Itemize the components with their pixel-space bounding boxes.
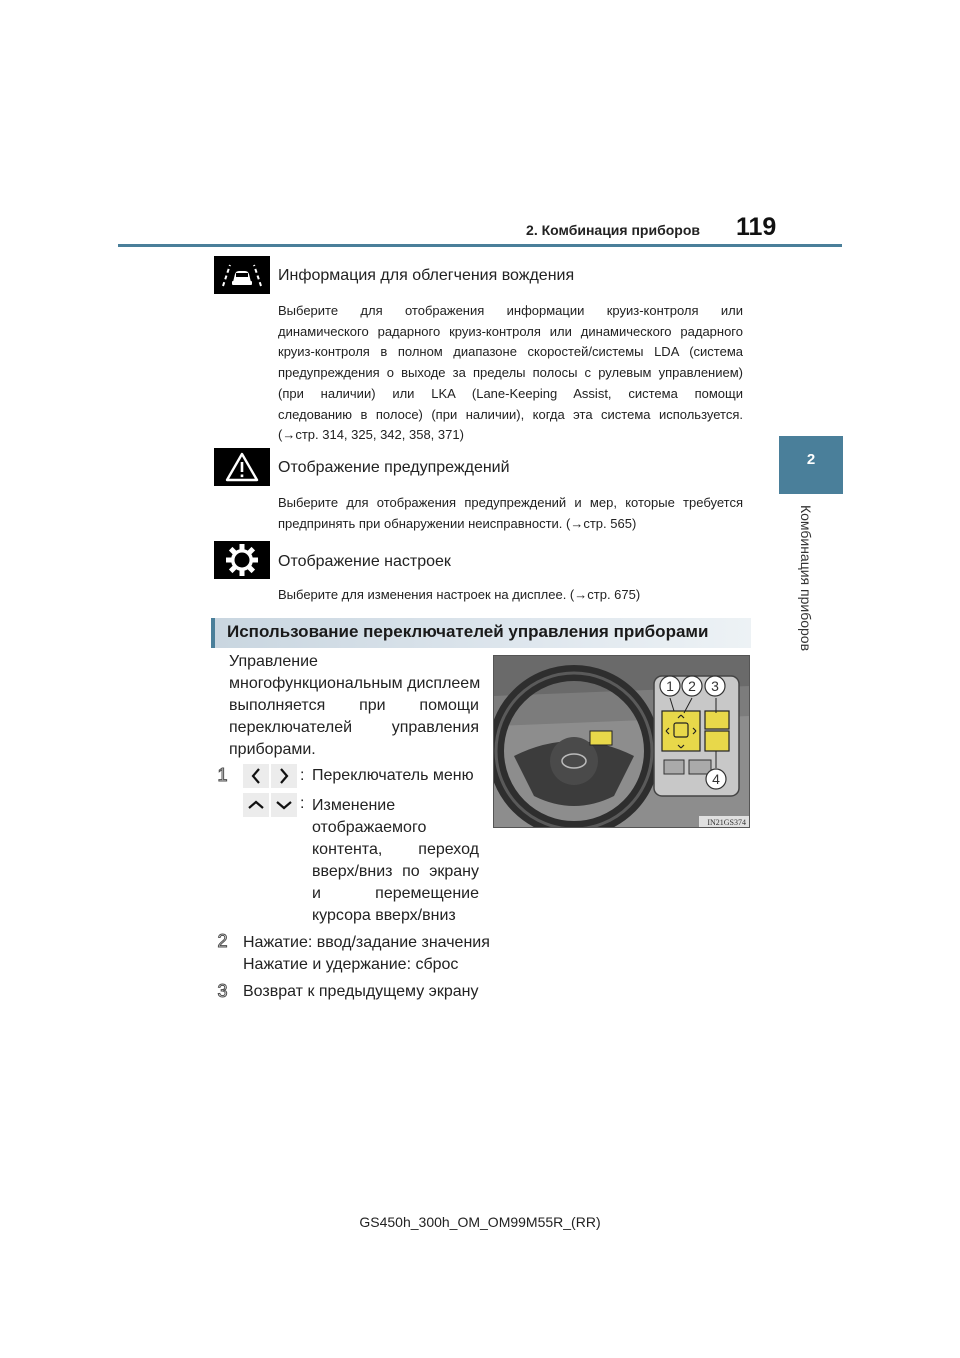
paragraph-line: предпринять при обнаружении неисправности. (→стр. 565) xyxy=(278,515,637,531)
item-line: Изменение xyxy=(312,797,396,814)
header-rule xyxy=(118,244,842,247)
paragraph-line: круиз-контроля в полном диапазоне скоростей/системы LDA (система xyxy=(278,344,743,360)
item-line: контента, переход xyxy=(312,841,479,858)
intro-line: приборами. xyxy=(229,741,316,758)
steering-wheel-illustration xyxy=(493,655,750,828)
item-colon: : xyxy=(300,767,305,784)
item-line: отображаемого xyxy=(312,819,427,836)
callout-label: 1 xyxy=(666,678,674,694)
item-line: Нажатие: ввод/задание значения xyxy=(243,934,490,951)
intro-line: переключателей управления xyxy=(229,719,479,736)
settings-description: Выберите для изменения настроек на дисплее. (→стр. 675) xyxy=(278,587,641,602)
paragraph-line: Выберите для отображения информации круиз-контроля или xyxy=(278,303,743,318)
section-title-warnings: Отображение предупреждений xyxy=(278,459,510,476)
chevron-left-icon xyxy=(243,764,269,788)
item-number-1: 1 xyxy=(217,765,228,785)
item-number-2: 2 xyxy=(217,931,228,951)
intro-line: Управление xyxy=(229,653,318,670)
item-number-3: 3 xyxy=(217,981,228,1001)
section-title-settings: Отображение настроек xyxy=(278,553,451,570)
section-banner xyxy=(211,618,751,648)
running-header-title: 2. Комбинация приборов xyxy=(526,222,700,238)
paragraph-line: Выберите для отображения предупреждений и мер, которые требуется xyxy=(278,495,743,510)
paragraph-line: (при наличии) или LKA (Lane-Keeping Assist, система помощи xyxy=(278,385,743,401)
item-colon: : xyxy=(300,795,305,812)
steering-wheel-drawing xyxy=(494,656,749,827)
callout-label: 3 xyxy=(711,678,719,694)
driving-assist-icon xyxy=(214,256,270,294)
document-code: GS450h_300h_OM_OM99M55R_(RR) xyxy=(359,1214,601,1230)
chevron-down-icon xyxy=(271,793,297,817)
gear-icon xyxy=(214,541,270,579)
page-number: 119 xyxy=(736,213,777,241)
item-line: вверх/вниз по экрану xyxy=(312,863,479,880)
item-line: Нажатие и удержание: сброс xyxy=(243,956,459,973)
item-line: и перемещение xyxy=(312,885,479,902)
item-text-menu-switch: Переключатель меню xyxy=(312,767,474,784)
switch-intro xyxy=(229,651,479,761)
paragraph-line: следованию в полосе) (при наличии), когда эта система используется. xyxy=(278,406,743,422)
intro-line: выполняется при помощи xyxy=(229,697,479,714)
intro-line: многофункциональным дисплеем xyxy=(229,675,481,692)
item-text-up-down xyxy=(312,795,479,927)
warnings-description xyxy=(278,493,743,534)
callout-label: 2 xyxy=(688,678,696,694)
item-text-back: Возврат к предыдущему экрану xyxy=(243,983,479,1000)
chapter-tab-title: Комбинация приборов xyxy=(798,504,814,652)
page-reference: (→стр. 314, 325, 342, 358, 371) xyxy=(278,427,464,443)
section-banner-title: Использование переключателей управления приборами xyxy=(227,622,709,641)
warning-triangle-icon xyxy=(214,448,270,486)
section-title-driving-assist: Информация для облегчения вождения xyxy=(278,267,575,284)
item-line: курсора вверх/вниз xyxy=(312,907,456,924)
callout-label: 4 xyxy=(712,771,720,787)
chapter-tab: 2 xyxy=(779,436,843,494)
driving-assist-description xyxy=(278,301,743,446)
illustration-code: IN21GS374 xyxy=(707,818,746,827)
paragraph-line: предупреждения о выходе за пределы полосы с рулевым управлением) xyxy=(278,365,743,381)
item-text-enter xyxy=(243,932,490,976)
chevron-up-icon xyxy=(243,793,269,817)
chevron-right-icon xyxy=(271,764,297,788)
paragraph-line: динамического радарного круиз-контроля или динамического радарного xyxy=(278,323,743,339)
